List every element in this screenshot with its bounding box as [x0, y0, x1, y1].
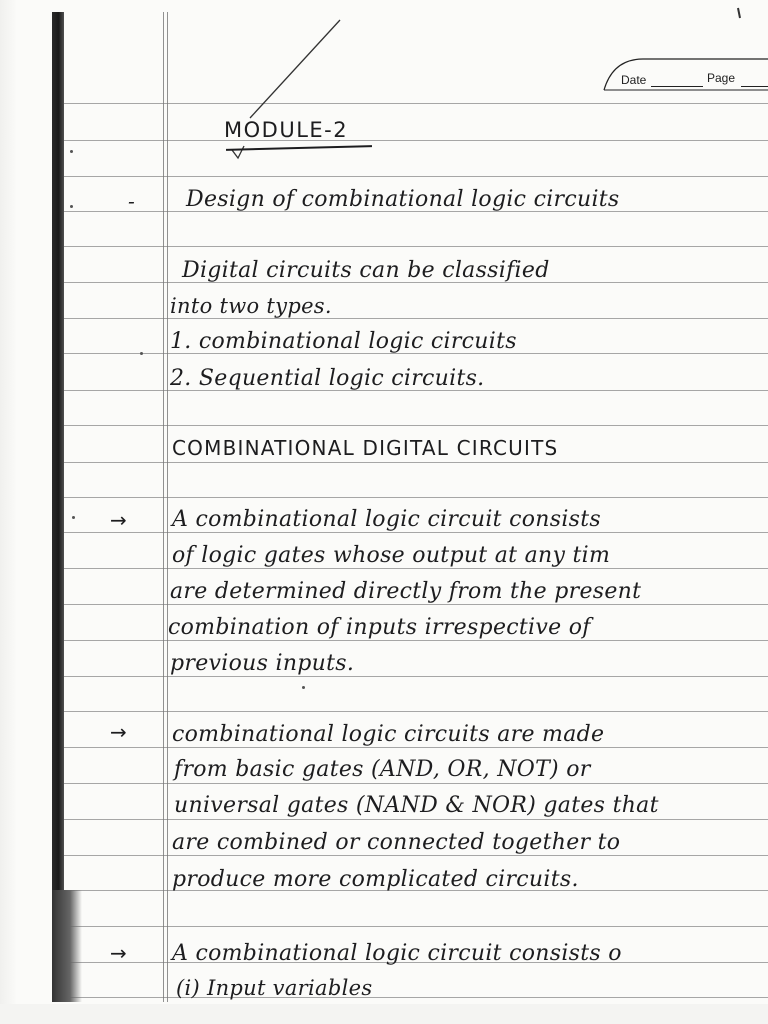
bullet-dash: -	[128, 189, 136, 213]
date-blank	[651, 86, 703, 87]
stray-dot	[70, 205, 73, 208]
date-label: Date	[621, 73, 647, 87]
module-title: MODULE-2	[224, 118, 349, 142]
arrow-bullet-3: →	[110, 941, 127, 965]
para2-line-2: from basic gates (AND, OR, NOT) or	[174, 757, 591, 782]
section-heading: COMBINATIONAL DIGITAL CIRCUITS	[172, 436, 559, 460]
para1-line-5: previous inputs.	[170, 651, 355, 676]
intro-line-1: Digital circuits can be classified	[182, 258, 550, 283]
stray-dot	[70, 150, 73, 153]
para1-line-1: A combinational logic circuit consists	[172, 507, 601, 532]
para3-line-1: A combinational logic circuit consists o	[172, 941, 622, 966]
para1-line-3: are determined directly from the present	[170, 579, 642, 604]
date-page-box	[603, 57, 768, 91]
arrow-bullet-2: →	[110, 720, 127, 744]
stray-dot	[72, 516, 75, 519]
stray-dot	[140, 352, 143, 355]
para2-line-4: are combined or connected together to	[172, 830, 621, 855]
page-blank	[741, 86, 768, 87]
arrow-bullet-1: →	[110, 508, 127, 532]
type-item-2: 2. Sequential logic circuits.	[170, 366, 485, 391]
stray-dot	[302, 686, 305, 689]
page-label: Page	[707, 71, 736, 85]
para2-line-3: universal gates (NAND & NOR) gates that	[174, 793, 659, 818]
para1-line-2: of logic gates whose output at any tim	[172, 543, 611, 568]
para2-line-5: produce more complicated circuits.	[172, 867, 579, 892]
para1-line-4: combination of inputs irrespective of	[168, 615, 591, 640]
para2-line-1: combinational logic circuits are made	[172, 722, 605, 747]
topic-line: Design of combinational logic circuits	[186, 187, 620, 212]
intro-line-2: into two types.	[170, 294, 332, 318]
para3-line-2: (i) Input variables	[176, 976, 373, 1000]
type-item-1: 1. combinational logic circuits	[170, 329, 517, 354]
